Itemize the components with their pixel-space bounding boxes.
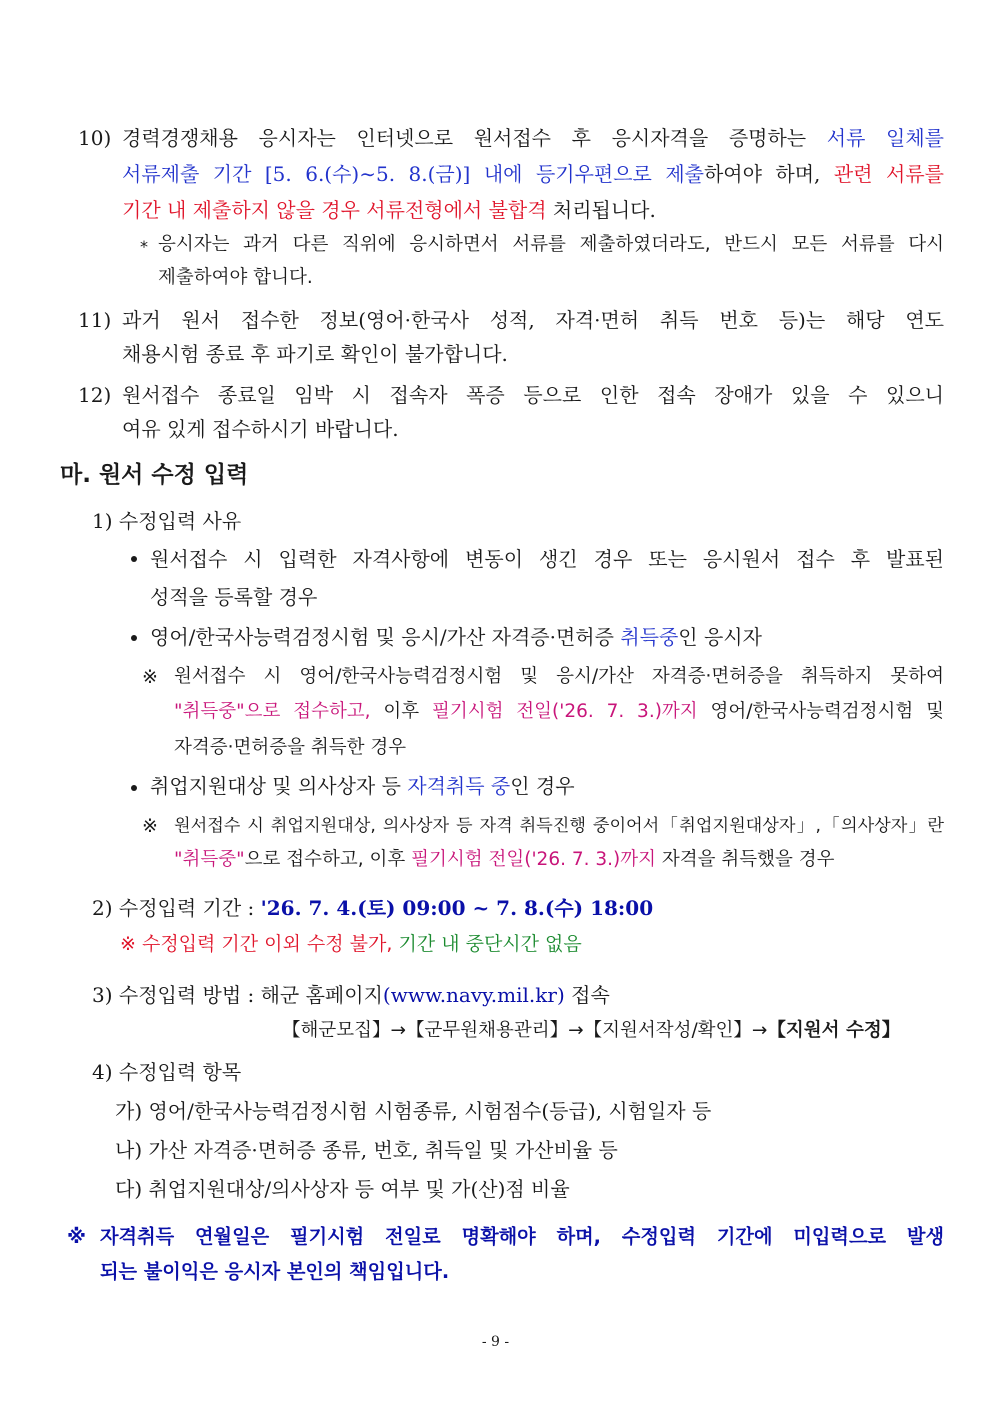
reason-bullet-3: 취업지원대상 및 의사상자 등 자격취득 중인 경우 bbox=[150, 774, 575, 798]
navy-homepage-link[interactable]: (www.navy.mil.kr) bbox=[382, 983, 565, 1007]
final-note-line-2: 되는 불이익은 응시자 본인의 책임입니다. bbox=[100, 1260, 450, 1283]
final-note-line-1: 자격취득 연월일은 필기시험 전일로 명확해야 하며, 수정입력 기간에 미입력으로 발생 bbox=[100, 1225, 944, 1248]
note-1-mark: ※ bbox=[142, 666, 158, 688]
period-line: 2) 수정입력 기간 : '26. 7. 4.(토) 09:00 ~ 7. 8.(수) 18:00 bbox=[92, 896, 654, 920]
note-2-mark: ※ bbox=[142, 815, 158, 837]
item-10-number: 10) bbox=[78, 126, 112, 150]
items-b: 나) 가산 자격증·면허증 종류, 번호, 취득일 및 가산비율 등 bbox=[115, 1138, 618, 1162]
highlight-registered-acquiring: "취득중"으로 접수하고, bbox=[174, 701, 371, 722]
section-heading: 마. 원서 수정 입력 bbox=[60, 462, 249, 488]
final-note-mark: ※ bbox=[67, 1225, 86, 1248]
method-path-final: 【지원서 수정】 bbox=[767, 1020, 901, 1041]
period-note-no-edit: ※ 수정입력 기간 이외 수정 불가, bbox=[120, 933, 399, 955]
note-2-line-1: 원서접수 시 취업지원대상, 의사상자 등 자격 취득진행 중이어서「취업지원대상자」,「의사상자」란 bbox=[174, 816, 944, 836]
note-2-line-2: "취득중"으로 접수하고, 이후 필기시험 전일('26. 7. 3.)까지 자격을 취득했을 경우 bbox=[174, 849, 835, 870]
page-number: - 9 - bbox=[481, 1334, 510, 1350]
highlight-deadline: 필기시험 전일('26. 7. 3.)까지 bbox=[431, 701, 698, 722]
period-note bbox=[120, 930, 582, 958]
item-11-number: 11) bbox=[78, 308, 112, 332]
highlight-documents: 서류 일체를 bbox=[826, 126, 944, 150]
bullet-icon bbox=[131, 635, 137, 641]
period-value: '26. 7. 4.(토) 09:00 ~ 7. 8.(수) 18:00 bbox=[260, 896, 654, 920]
reason-bullet-2: 영어/한국사능력검정시험 및 응시/가산 자격증·면허증 취득중인 응시자 bbox=[150, 625, 762, 649]
note-1-line-1: 원서접수 시 영어/한국사능력검정시험 및 응시/가산 자격증·면허증을 취득하지 못하여 bbox=[174, 666, 944, 687]
items-a: 가) 영어/한국사능력검정시험 시험종류, 시험점수(등급), 시험일자 등 bbox=[115, 1099, 712, 1123]
highlight-fail-condition: 기간 내 제출하지 않을 경우 서류전형에서 불합격 bbox=[122, 198, 547, 222]
reason-bullet-1-line-1: 원서접수 시 입력한 자격사항에 변동이 생긴 경우 또는 응시원서 접수 후 발표된 bbox=[150, 547, 944, 571]
bullet-icon bbox=[131, 556, 137, 562]
item-10-line-1: 경력경쟁채용 응시자는 인터넷으로 원서접수 후 응시자격을 증명하는 서류 일체를 bbox=[122, 126, 944, 150]
highlight-submission-period: 서류제출 기간 [5. 6.(수)∼5. 8.(금)] 내에 등기우편으로 제출 bbox=[122, 162, 704, 186]
highlight-deadline-2: 필기시험 전일('26. 7. 3.)까지 bbox=[411, 849, 656, 870]
item-10-note-line-2: 제출하여야 합니다. bbox=[158, 267, 313, 288]
reason-bullet-1-line-2: 성적을 등록할 경우 bbox=[150, 585, 318, 609]
item-10-note-mark: * bbox=[140, 237, 148, 256]
item-12-number: 12) bbox=[78, 383, 112, 407]
reason-title: 1) 수정입력 사유 bbox=[92, 509, 242, 533]
note-1-line-3: 자격증·면허증을 취득한 경우 bbox=[174, 737, 407, 758]
item-11-line-1: 과거 원서 접수한 정보(영어·한국사 성적, 자격·면허 취득 번호 등)는 해당 연도 bbox=[122, 308, 944, 332]
note-1-line-2: "취득중"으로 접수하고, 이후 필기시험 전일('26. 7. 3.)까지 영어/한국사능력검정시험 및 bbox=[174, 701, 944, 722]
bullet-icon bbox=[131, 785, 137, 791]
items-c: 다) 취업지원대상/의사상자 등 여부 및 가(산)점 비율 bbox=[115, 1177, 570, 1201]
items-title: 4) 수정입력 항목 bbox=[92, 1060, 242, 1084]
period-note-no-downtime: 기간 내 중단시간 없음 bbox=[398, 933, 582, 955]
method-path: 【해군모집】→【군무원채용관리】→【지원서작성/확인】→【지원서 수정】 bbox=[282, 1020, 901, 1041]
item-12-line-2: 여유 있게 접수하시기 바랍니다. bbox=[122, 417, 399, 441]
method-line: 3) 수정입력 방법 : 해군 홈페이지(www.navy.mil.kr) 접속 bbox=[92, 983, 610, 1007]
item-10-line-2: 서류제출 기간 [5. 6.(수)∼5. 8.(금)] 내에 등기우편으로 제출하여야 하며, 관련 서류를 bbox=[122, 162, 944, 186]
highlight-related-docs: 관련 서류를 bbox=[833, 162, 944, 186]
highlight-registered-acquiring-2: "취득중" bbox=[174, 849, 245, 870]
item-12-line-1: 원서접수 종료일 임박 시 접속자 폭증 등으로 인한 접속 장애가 있을 수 있으니 bbox=[122, 383, 944, 407]
item-10-line-3: 기간 내 제출하지 않을 경우 서류전형에서 불합격 처리됩니다. bbox=[122, 198, 656, 222]
item-10-note-line-1: 응시자는 과거 다른 직위에 응시하면서 서류를 제출하였더라도, 반드시 모든 서류를 다시 bbox=[158, 234, 944, 255]
highlight-acquiring: 취득중 bbox=[620, 625, 679, 649]
highlight-qualification-acquiring: 자격취득 중 bbox=[407, 774, 511, 798]
item-11-line-2: 채용시험 종료 후 파기로 확인이 불가합니다. bbox=[122, 342, 508, 366]
